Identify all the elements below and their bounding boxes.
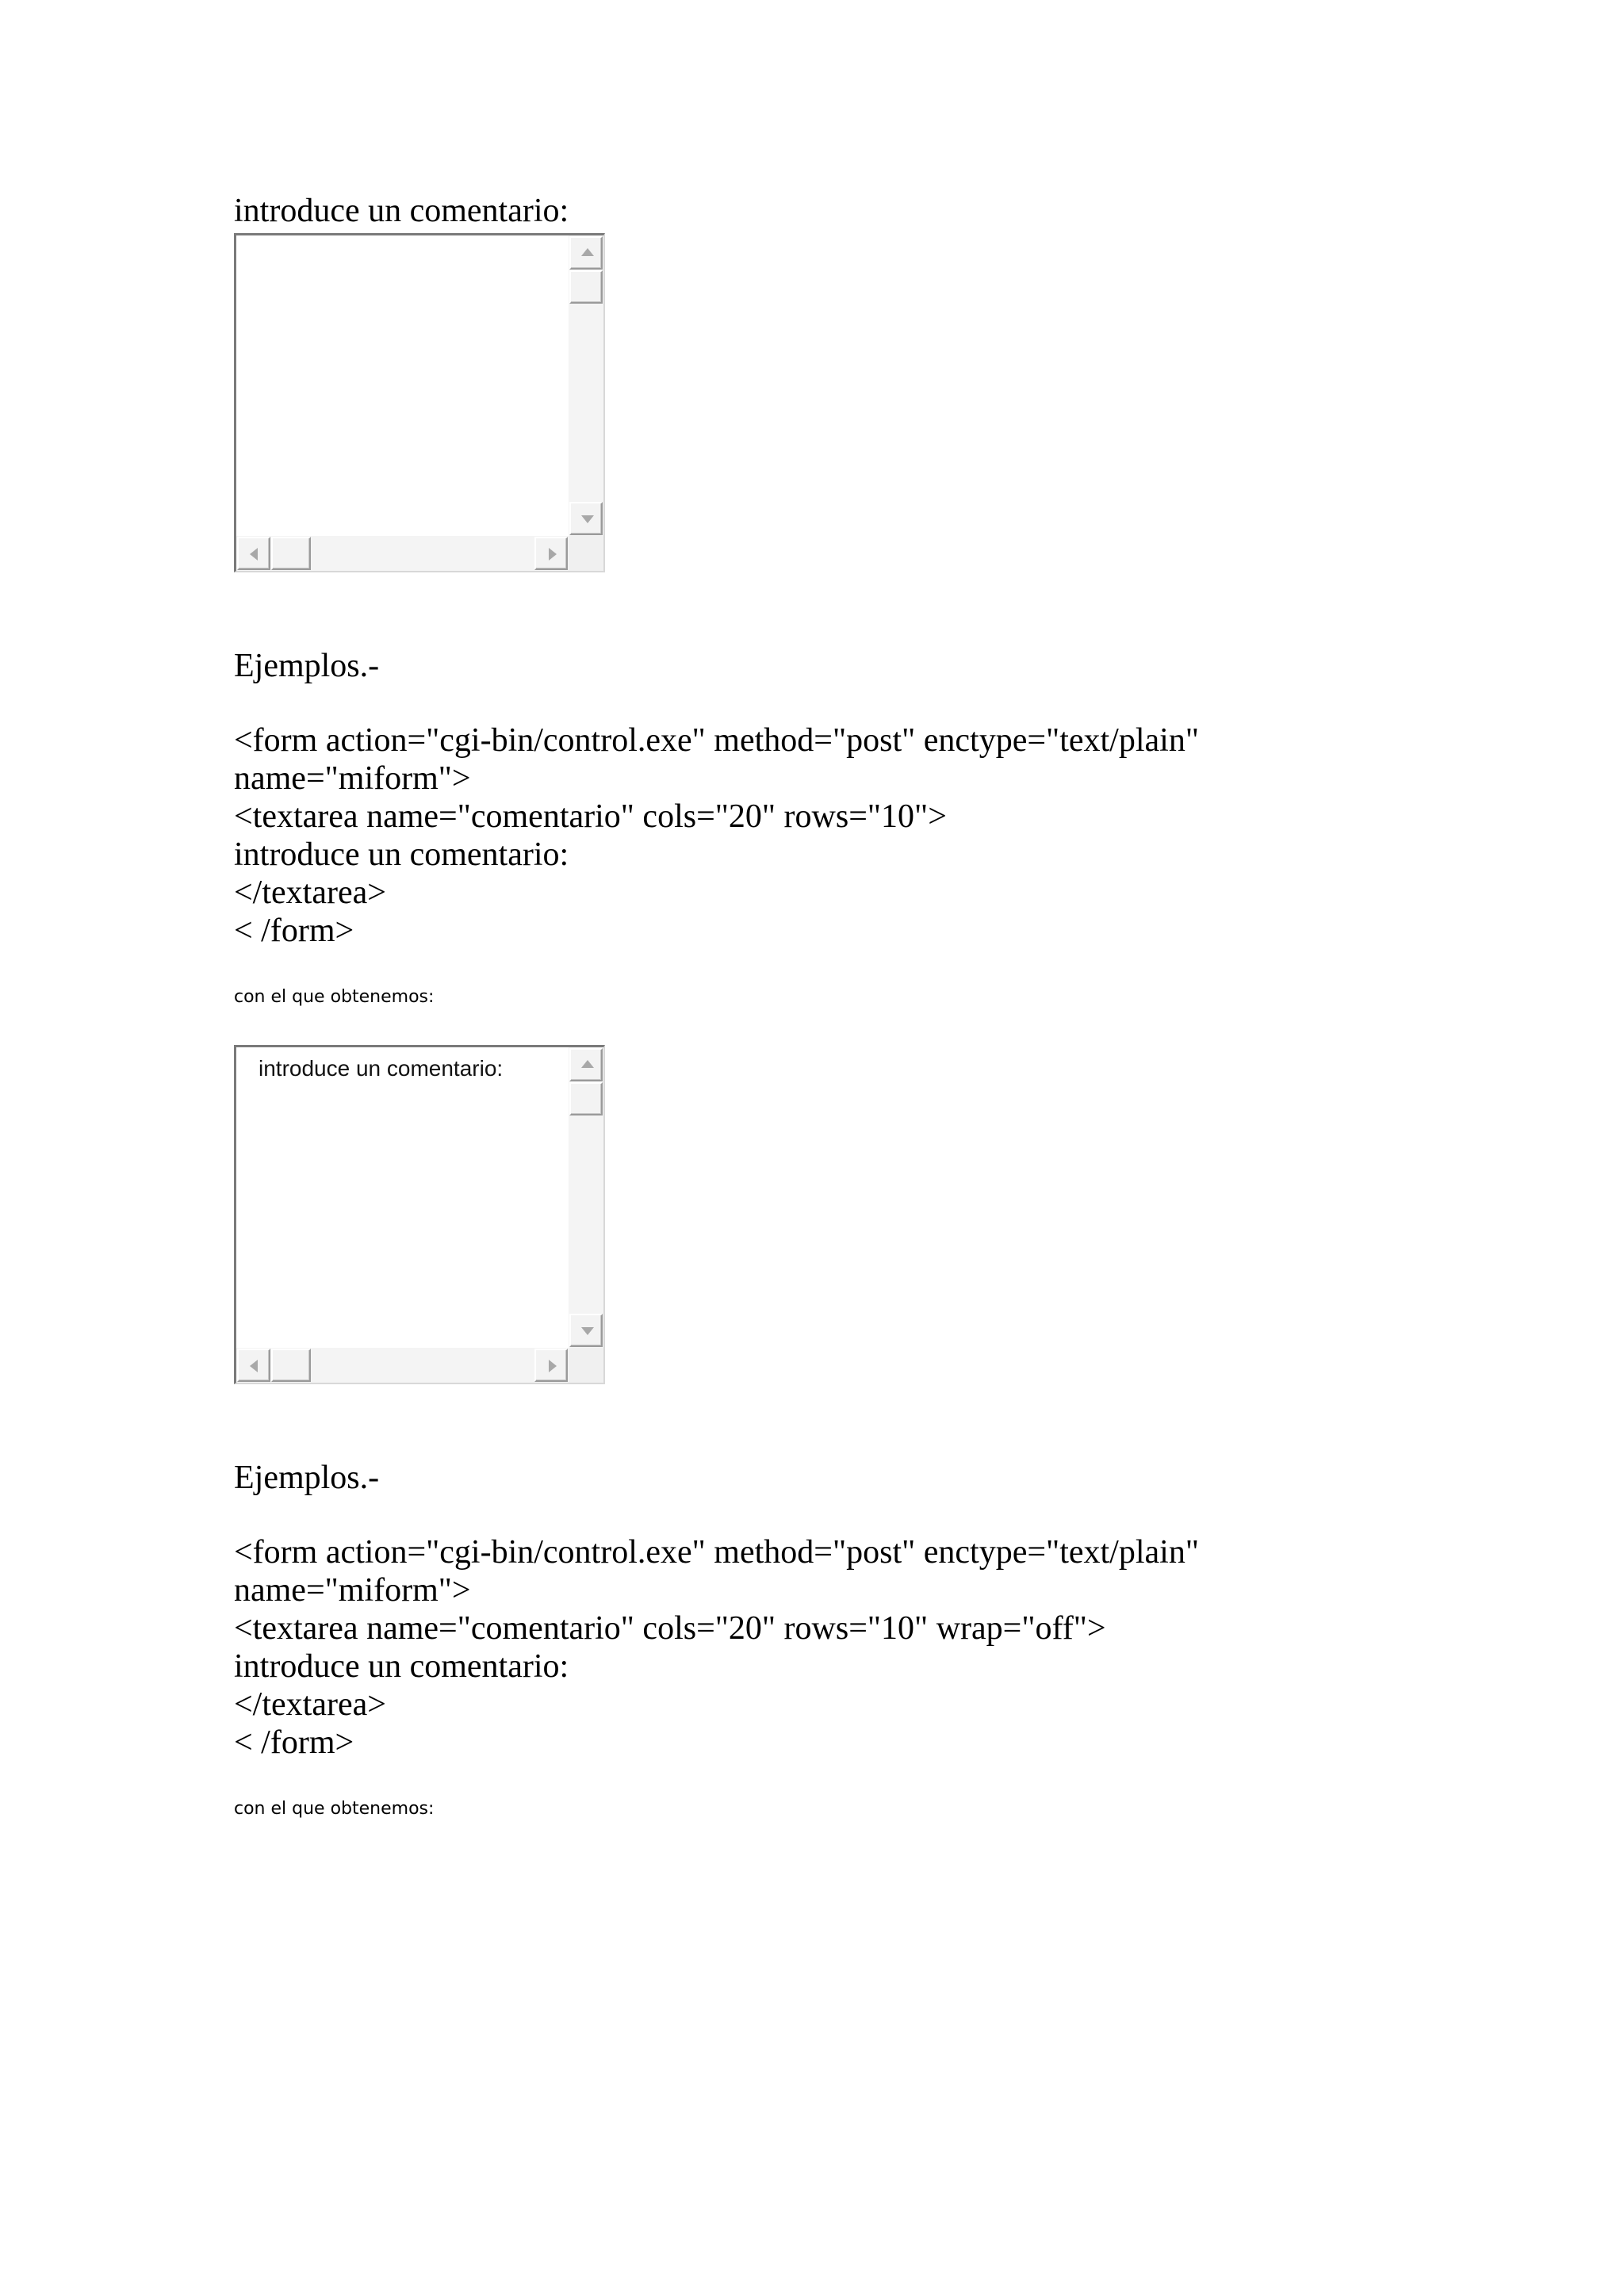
code-line: name="miform">: [234, 1572, 471, 1609]
scroll-down-arrow-icon: [581, 515, 594, 523]
scrollbar-corner: [569, 1348, 603, 1383]
comment-textarea-filled[interactable]: [234, 1045, 605, 1384]
vertical-scrollbar[interactable]: [569, 1047, 603, 1348]
textarea-content-area[interactable]: [236, 235, 569, 536]
code-line: <form action="cgi-bin/control.exe" method="post" enctype="text/plain": [234, 1534, 1199, 1571]
textarea-content-area[interactable]: [236, 1047, 569, 1348]
scroll-up-arrow-icon: [581, 248, 594, 256]
scroll-down-arrow-icon: [581, 1327, 594, 1335]
textarea-text: introduce un comentario:: [259, 1056, 504, 1081]
code-line: </textarea>: [234, 1686, 386, 1723]
code-line: <form action="cgi-bin/control.exe" method="post" enctype="text/plain": [234, 722, 1199, 759]
scroll-up-button[interactable]: [569, 236, 603, 270]
scroll-right-button[interactable]: [534, 1349, 568, 1382]
horizontal-scroll-thumb[interactable]: [271, 537, 311, 570]
vertical-scroll-thumb[interactable]: [569, 1082, 603, 1115]
code-line: introduce un comentario:: [234, 836, 569, 873]
horizontal-scroll-thumb[interactable]: [271, 1349, 311, 1382]
scroll-right-arrow-icon: [549, 1360, 557, 1372]
scroll-left-button[interactable]: [237, 1349, 270, 1382]
code-line: <textarea name="comentario" cols="20" rows="10">: [234, 798, 947, 835]
code-line: <textarea name="comentario" cols="20" rows="10" wrap="off">: [234, 1610, 1106, 1647]
scrollbar-corner: [569, 536, 603, 571]
textarea-label: introduce un comentario:: [234, 193, 569, 229]
scroll-down-button[interactable]: [569, 1314, 603, 1347]
example-2-code: [234, 1533, 1199, 1762]
scroll-right-arrow-icon: [549, 548, 557, 561]
vertical-scrollbar[interactable]: [569, 235, 603, 536]
vertical-scroll-thumb[interactable]: [569, 270, 603, 304]
horizontal-scrollbar[interactable]: [236, 1348, 569, 1383]
example-1-heading: Ejemplos.-: [234, 648, 380, 684]
scroll-up-arrow-icon: [581, 1060, 594, 1068]
scroll-up-button[interactable]: [569, 1048, 603, 1081]
code-line: < /form>: [234, 1724, 354, 1761]
scroll-down-button[interactable]: [569, 502, 603, 535]
scroll-left-arrow-icon: [250, 548, 258, 561]
example-1-code: [234, 721, 1199, 950]
code-line: name="miform">: [234, 760, 471, 797]
code-line: introduce un comentario:: [234, 1648, 569, 1685]
horizontal-scrollbar[interactable]: [236, 536, 569, 571]
scroll-left-arrow-icon: [250, 1360, 258, 1372]
code-line: </textarea>: [234, 874, 386, 911]
code-line: < /form>: [234, 913, 354, 949]
example-2-result-caption: con el que obtenemos:: [234, 1799, 435, 1819]
example-2-heading: Ejemplos.-: [234, 1460, 380, 1496]
example-1-result-caption: con el que obtenemos:: [234, 987, 435, 1007]
comment-textarea-empty[interactable]: [234, 233, 605, 572]
scroll-right-button[interactable]: [534, 537, 568, 570]
scroll-left-button[interactable]: [237, 537, 270, 570]
